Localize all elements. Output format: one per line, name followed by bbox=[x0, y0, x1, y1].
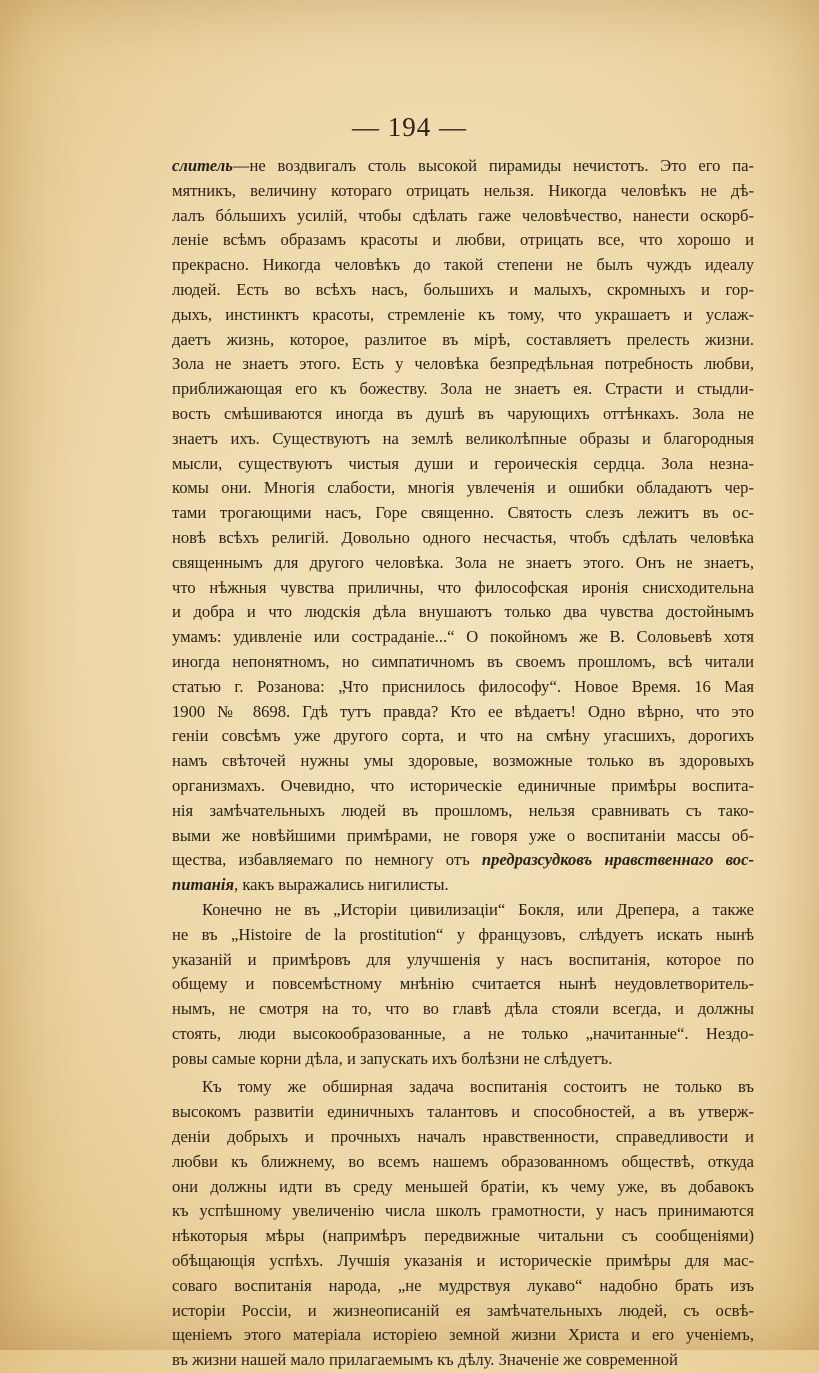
italic-segment: слитель bbox=[172, 156, 233, 175]
text-line: лалъ бóльшихъ усилій, чтобы сдѣлать гаже человѣчество, нанести оскорб- bbox=[172, 205, 754, 225]
text-line: деніи добрыхъ и прочныхъ началъ нравственности, справедливости и bbox=[172, 1127, 754, 1147]
text-line: Зола не знаетъ этого. Есть у человѣка безпредѣльная потребность любви, bbox=[172, 354, 754, 374]
italic-segment: предразсудковъ нравственнаго вос- bbox=[481, 850, 754, 870]
text-line: статью г. Розанова: „Что приснилось философу“. Новое Время. 16 Мая bbox=[172, 676, 754, 696]
text-line: иногда непонятномъ, но симпатичномъ въ своемъ прошломъ, всѣ читали bbox=[172, 651, 754, 671]
text-line: геніи совсѣмъ уже другого сорта, и что на смѣну угасшихъ, дорогихъ bbox=[172, 726, 754, 746]
text-line: прекрасно. Никогда человѣкъ до такой степени не былъ чуждъ идеалу bbox=[172, 255, 754, 275]
text-line: высокомъ развитіи единичныхъ талантовъ и способностей, а въ утверж- bbox=[172, 1102, 754, 1122]
text-line bbox=[172, 873, 754, 898]
text-line: Конечно не въ „Исторіи цивилизаціи“ Бокля, или Дрепера, а также bbox=[202, 899, 754, 919]
text-line: щеніемъ этого матеріала исторіею земной жизни Христа и его ученіемъ, bbox=[172, 1325, 754, 1345]
text-line: мятникъ, величину котораго отрицать нельзя. Никогда человѣкъ не дѣ- bbox=[172, 180, 754, 200]
text-line: Къ тому же обширная задача воспитанія состоитъ не только въ bbox=[202, 1077, 754, 1097]
text-line: нѣкоторыя мѣры (напримѣръ передвижные читальни съ сообщеніями) bbox=[172, 1226, 754, 1246]
text-line: даетъ жизнь, которое, разлитое въ мірѣ, составляетъ прелесть жизни. bbox=[172, 329, 754, 349]
text-line: новѣ всѣхъ религій. Довольно одного несчастья, чтобъ сдѣлать человѣка bbox=[172, 527, 754, 547]
text-line: нія замѣчательныхъ людей въ прошломъ, нельзя сравнивать съ тако- bbox=[172, 800, 754, 820]
text-line: вость смѣшиваются иногда въ душѣ въ чарующихъ оттѣнкахъ. Зола не bbox=[172, 403, 754, 423]
text-line: мысли, существуютъ чистыя души и героическія сердца. Зола незна- bbox=[172, 453, 754, 473]
text-line: любви къ ближнему, во всемъ нашемъ образованномъ обществѣ, откуда bbox=[172, 1151, 754, 1171]
text-line: ровы самые корни дѣла, и запускать ихъ болѣзни не слѣдуетъ. bbox=[172, 1048, 613, 1068]
text-line: обѣщающія успѣхъ. Лучшія указанія и историческіе примѣры для мас- bbox=[172, 1251, 754, 1271]
text-line: умамъ: удивленіе или состраданіе...“ О покойномъ же В. Соловьевѣ хотя bbox=[172, 627, 754, 647]
text-line: исторіи Россіи, и жизнеописаній ея замѣчательныхъ людей, съ освѣ- bbox=[172, 1300, 754, 1320]
text-line: комы они. Многія слабости, многія увлеченія и ошибки обладаютъ чер- bbox=[172, 478, 754, 498]
text-line: леніе всѣмъ образамъ красоты и любви, отрицать все, что хорошо и bbox=[172, 230, 754, 250]
text-line bbox=[172, 848, 754, 873]
text-line: въ жизни нашей мало прилагаемымъ къ дѣлу. Значеніе же современной bbox=[172, 1350, 678, 1370]
text-line: людей. Есть во всѣхъ насъ, большихъ и малыхъ, скромныхъ и гор- bbox=[172, 279, 754, 299]
text-line: и добра и что людскія дѣла внушаютъ только два чувства достойнымъ bbox=[172, 602, 754, 622]
text-line bbox=[172, 154, 754, 179]
text-segment: —не воздвигалъ столь высокой пирамиды нечистотъ. Это его па- bbox=[232, 156, 754, 175]
text-line: они должны идти въ среду меньшей братіи, къ чему уже, въ добавокъ bbox=[172, 1176, 754, 1196]
text-line: общему и повсемѣстному мнѣнію считается нынѣ неудовлетворитель- bbox=[172, 974, 754, 994]
text-line: не въ „Histoire de la prostitution“ у французовъ, слѣдуетъ искать нынѣ bbox=[172, 924, 754, 944]
body-text bbox=[172, 154, 754, 1373]
page-number: — 194 — bbox=[352, 112, 467, 142]
text-line: соваго воспитанія народа, „не мудрствуя лукаво“ надобно брать изъ bbox=[172, 1275, 754, 1295]
text-line: нымъ, не смотря на то, что во главѣ дѣла стояли всегда, и должны bbox=[172, 999, 754, 1019]
text-line: выми же новѣйшими примѣрами, не говоря уже о воспитаніи массы об- bbox=[172, 825, 754, 845]
text-segment: щества, избавляемаго по немногу отъ bbox=[172, 850, 482, 870]
text-line: знаетъ ихъ. Существуютъ на землѣ великолѣпные образы и благородныя bbox=[172, 428, 754, 448]
text-line: указаній и примѣровъ для улучшенія у насъ воспитанія, которое по bbox=[172, 949, 754, 969]
italic-segment: питанія bbox=[172, 875, 235, 895]
text-line: 1900 № 8698. Гдѣ тутъ правда? Кто ее вѣдаетъ! Одно вѣрно, что это bbox=[172, 701, 754, 721]
text-line: дыхъ, инстинктъ красоты, стремленіе къ тому, что украшаетъ и услаж- bbox=[172, 304, 754, 324]
text-line: стоять, люди высокообразованные, а не только „начитанные“. Нездо- bbox=[172, 1023, 754, 1043]
text-line: организмахъ. Очевидно, что историческіе единичные примѣры воспита- bbox=[172, 775, 754, 795]
text-segment: , какъ выражались нигилисты. bbox=[234, 875, 449, 895]
text-line: что нѣжныя чувства приличны, что философская иронія снисходительна bbox=[172, 577, 754, 597]
text-line: къ успѣшному увеличенію числа школъ грамотности, у насъ принимаются bbox=[172, 1201, 754, 1221]
text-line: священнымъ для другого человѣка. Зола не знаетъ этого. Онъ не знаетъ, bbox=[172, 552, 754, 572]
text-line: тами трогающими насъ, Горе священно. Святость слезъ лежитъ въ ос- bbox=[172, 503, 754, 523]
text-line: приближающая его къ божеству. Зола не знаетъ ея. Страсти и стыдли- bbox=[172, 379, 754, 399]
text-line: намъ свѣточей нужны умы здоровые, возможные только въ здоровыхъ bbox=[172, 751, 754, 771]
